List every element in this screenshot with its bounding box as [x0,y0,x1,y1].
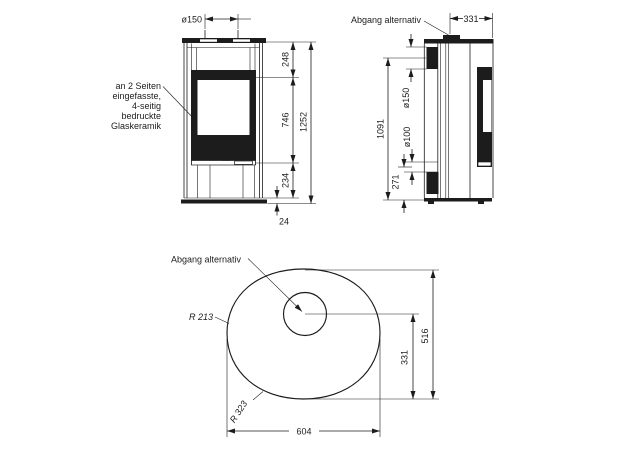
side-elevation-view [351,13,494,213]
side-dim-rear-outlet-diameter [401,34,411,108]
plan-dim-width-text: 604 [296,426,312,437]
plan-dim-outlet-to-front [400,314,414,399]
side-dim-air-inlet-diameter-text: ø100 [402,126,412,148]
front-dim-upper-height-text: 248 [280,51,291,68]
front-dim-flue-diameter [181,14,251,29]
plan-front-radius-label: R 323 [227,398,250,425]
front-glass-label [111,81,196,131]
front-dim-plinth-text: 24 [278,216,290,227]
front-elevation-view [111,14,316,227]
front-base-section [198,166,255,199]
front-flue-stub [205,30,238,38]
side-door-column [477,67,492,167]
plan-outlet-leader [248,259,302,312]
side-top-outlet-stub [443,35,460,39]
front-top-plate-slot-left [200,39,217,42]
side-door-bottom-cap [478,162,491,166]
front-glass-label-line3: 4-seitig [131,101,161,111]
plan-front-radius-leader [253,392,263,401]
plan-back-radius-label: R 213 [188,312,213,322]
side-dim-331-text: 331 [463,14,479,24]
side-foot-front [478,202,484,205]
front-glass-label-line2: eingefasste, [112,91,161,101]
side-dim-air-inlet-diameter [402,127,412,185]
side-dim-1091 [376,58,389,200]
side-glass-window [483,80,492,132]
side-outlet-leader [424,21,451,37]
front-dimensions-right [256,42,316,227]
side-foot-rear [428,202,434,205]
plan-body-outline [227,269,380,399]
plan-outlet-label: Abgang alternativ [171,254,242,265]
side-outlet-label: Abgang alternativ [351,15,422,25]
front-dim-glass-height-text: 746 [280,112,291,128]
front-dim-base-height-text: 234 [280,172,291,189]
front-bottom-plate [181,200,267,204]
plan-back-radius-leader [215,317,229,324]
front-door-latch-plate [235,161,253,164]
plan-dim-depth-text: 516 [420,328,430,344]
side-base-plate [424,198,492,202]
side-air-inlet-collar [427,172,439,194]
front-glass-window [198,80,250,135]
side-rear-flue-collar [427,47,439,69]
side-dim-271 [391,154,405,213]
front-glass-door [191,70,256,165]
top-plan-view [171,255,439,438]
front-glass-label-line1: an 2 Seiten [115,81,161,91]
side-dim-331 [450,13,493,38]
front-top-plate-slot-right [233,39,250,42]
side-dim-1091-text: 1091 [375,118,386,140]
side-dim-271-text: 271 [390,174,401,190]
front-top-plate [182,38,266,43]
plan-dim-width [227,339,380,437]
front-door-handle [222,158,231,161]
front-dim-flue-diameter-text: ø150 [181,14,202,25]
side-dim-rear-outlet-diameter-text: ø150 [401,87,411,109]
side-top-plate [424,39,494,44]
front-dim-total-height-text: 1252 [298,111,309,133]
plan-dim-depth [305,270,439,399]
front-glass-label-line4: bedruckte [121,111,161,121]
front-glass-label-line5: Glaskeramik [110,121,161,131]
plan-dim-outlet-to-front-text: 331 [399,349,410,366]
